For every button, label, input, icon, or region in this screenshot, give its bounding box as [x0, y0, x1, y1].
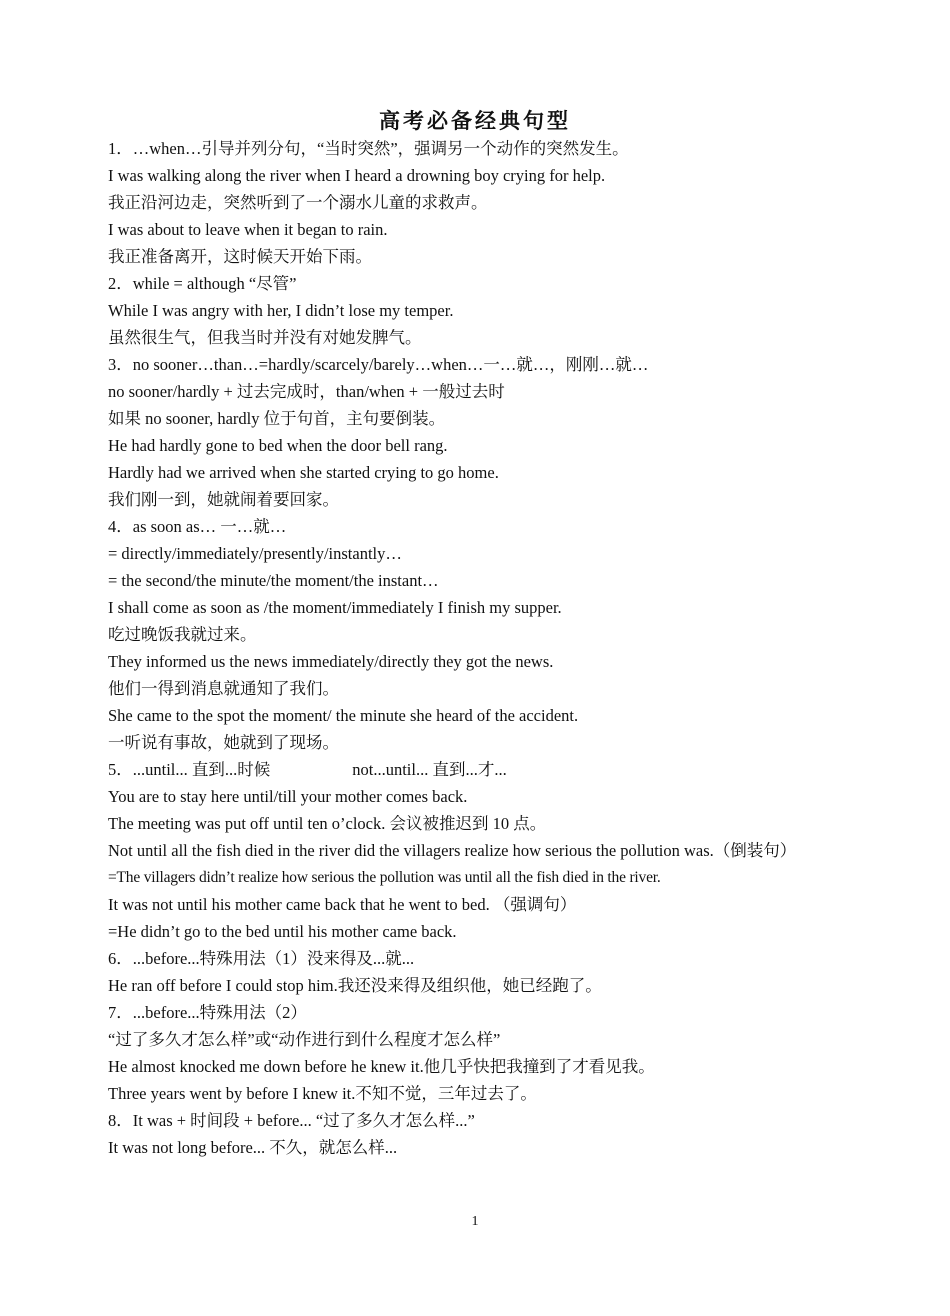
text-line: 我正准备离开，这时候天开始下雨。	[108, 247, 372, 266]
text-line: 7．...before...特殊用法（2）	[108, 1003, 307, 1022]
text-line: It was not long before... 不久，就怎么样...	[108, 1138, 398, 1157]
text-line: 3．no sooner…than…=hardly/scarcely/barely…when…一…就…，刚刚…就…	[108, 355, 649, 374]
text-line: 如果 no sooner, hardly 位于句首，主句要倒装。	[108, 409, 446, 428]
text-line: She came to the spot the moment/ the minute she heard of the accident.	[108, 706, 579, 725]
text-line: 8．It was + 时间段 + before... “过了多久才怎么样...”	[108, 1111, 475, 1130]
text-line: = the second/the minute/the moment/the instant…	[108, 571, 439, 590]
text-line: I shall come as soon as /the moment/immediately I finish my supper.	[108, 598, 562, 617]
text-line: 1．…when…引导并列分句，“当时突然”，强调另一个动作的突然发生。	[108, 139, 629, 158]
text-line: You are to stay here until/till your mother comes back.	[108, 787, 468, 806]
text-line: 虽然很生气，但我当时并没有对她发脾气。	[108, 328, 422, 347]
text-line: no sooner/hardly + 过去完成时，than/when + 一般过去时	[108, 382, 505, 401]
text-line: 我们刚一到，她就闹着要回家。	[108, 490, 339, 509]
text-line: 一听说有事故，她就到了现场。	[108, 733, 339, 752]
text-line: “过了多久才怎么样”或“动作进行到什么程度才怎么样”	[108, 1030, 501, 1049]
text-line: Three years went by before I knew it.不知不觉，三年过去了。	[108, 1084, 537, 1103]
text-line: =He didn’t go to the bed until his mother came back.	[108, 922, 457, 941]
text-line: =The villagers didn’t realize how serious the pollution was until all the fish died in the river.	[108, 869, 661, 886]
text-line: It was not until his mother came back that he went to bed. （强调句）	[108, 895, 577, 914]
text-line: They informed us the news immediately/directly they got the news.	[108, 652, 554, 671]
text-line: He had hardly gone to bed when the door bell rang.	[108, 436, 448, 455]
text-line: = directly/immediately/presently/instantly…	[108, 544, 402, 563]
text-line: 吃过晚饭我就过来。	[108, 625, 257, 644]
text-segment: 5．...until... 直到...时候	[108, 760, 271, 779]
page-title: 高考必备经典句型	[379, 109, 571, 133]
page-number: 1	[471, 1214, 479, 1229]
text-line: He almost knocked me down before he knew it.他几乎快把我撞到了才看见我。	[108, 1057, 655, 1076]
text-line: 我正沿河边走，突然听到了一个溺水儿童的求救声。	[108, 193, 488, 212]
text-line: The meeting was put off until ten o’clock. 会议被推迟到 10 点。	[108, 814, 547, 833]
text-line: While I was angry with her, I didn’t lose my temper.	[108, 301, 454, 320]
text-line: I was about to leave when it began to rain.	[108, 220, 388, 239]
text-line: He ran off before I could stop him.我还没来得及组织他，她已经跑了。	[108, 976, 602, 995]
text-line: 他们一得到消息就通知了我们。	[108, 679, 339, 698]
text-line: 2．while = although “尽管”	[108, 274, 297, 293]
text-line: Hardly had we arrived when she started crying to go home.	[108, 463, 499, 482]
text-line: 4．as soon as… 一…就…	[108, 517, 287, 536]
text-segment: not...until... 直到...才...	[352, 760, 507, 779]
text-line: I was walking along the river when I heard a drowning boy crying for help.	[108, 166, 606, 185]
text-line	[108, 756, 846, 783]
document-body	[108, 135, 846, 1161]
text-line: Not until all the fish died in the river did the villagers realize how serious the pollution was.（倒装句）	[108, 841, 797, 860]
text-line: 6．...before...特殊用法（1）没来得及...就...	[108, 949, 415, 968]
